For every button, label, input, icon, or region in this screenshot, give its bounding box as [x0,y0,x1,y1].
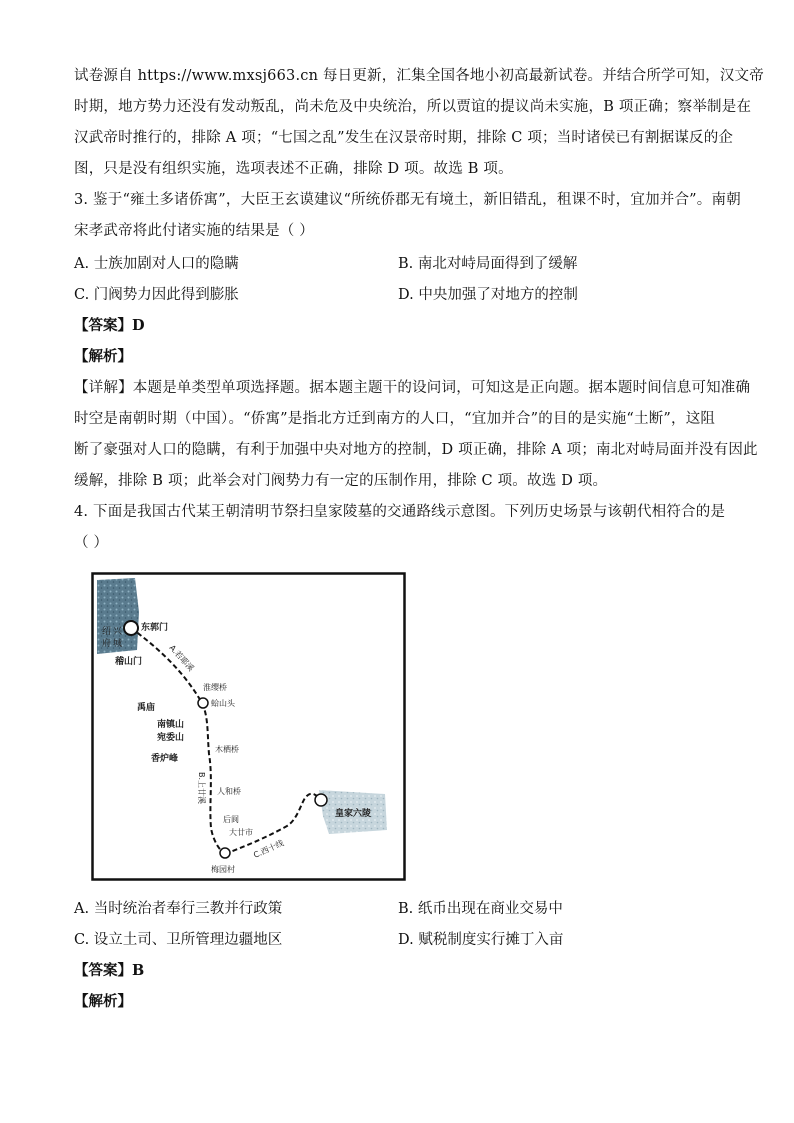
route-label-b: B.上廿溪 [197,772,206,805]
place-huaiyin: 淮缨桥 [203,683,227,692]
place-meiyuan: 梅园村 [211,865,235,874]
city-label-2: 兴 [113,627,123,637]
place-jishan-gate: 稽山门 [115,657,143,667]
route-label-a: A.若耶溪 [167,643,196,674]
place-east-gate: 东郭门 [141,623,169,633]
q4-option-c: C. 设立土司、卫所管理边疆地区 [74,932,283,948]
q3-stem-line-1: 3. 鉴于“雍土多诸侨寓”，大臣王玄谟建议“所统侨郡无有境土，新旧错乱，租课不时，宜加并合”。南朝 [74,192,741,208]
node-east-gate [124,621,138,635]
q3-option-c: C. 门阀势力因此得到膨胀 [74,287,239,303]
place-xianglu: 香炉峰 [151,754,179,764]
q3-detail-line-3: 断了豪强对人口的隐瞒，有利于加强中央对地方的控制，D 项正确，排除 A 项；南北对峙局面并没有因此 [74,442,758,458]
place-yushan: 蛤山头 [211,699,235,708]
city-label-4: 城 [113,639,123,649]
q4-stem-line-1: 4. 下面是我国古代某王朝清明节祭扫皇家陵墓的交通路线示意图。下列历史场景与该朝代相符合的是 [74,504,726,520]
place-renhe: 人和桥 [217,787,241,796]
intro-line-1: 试卷源自 https://www.mxsj663.cn 每日更新，汇集全国各地小初高最新试卷。并结合所学可知，汉文帝 [74,68,764,84]
node-meiyuan [220,848,230,858]
q3-option-b: B. 南北对峙局面得到了缓解 [398,256,578,272]
q4-answer: 【答案】B [74,962,145,979]
route-label-c: C.西十线 [252,838,286,860]
intro-line-2: 时期，地方势力还没有发动叛乱，尚未危及中央统治，所以贾谊的提议尚未实施，B 项正确；察举制是在 [74,99,752,115]
place-wanweishan: 宛委山 [157,733,185,743]
place-muqiao: 木栖桥 [215,745,239,754]
city-label-1: 绍 [102,627,112,637]
node-tomb [315,794,327,806]
city-label-3: 府 [102,639,112,649]
q3-detail-line-1: 【详解】本题是单类型单项选择题。据本题主题干的设问词，可知这是正向题。据本题时间信息可知准确 [74,380,751,396]
q3-detail-line-4: 缓解，排除 B 项；此举会对门阀势力有一定的压制作用，排除 C 项。故选 D 项。 [74,473,608,489]
intro-line-3: 汉武帝时推行的，排除 A 项；“七国之乱”发生在汉景帝时期，排除 C 项；当时诸侯已有割据谋反的企 [74,130,734,146]
q4-stem-line-2: （ ） [74,535,109,551]
q4-option-d: D. 赋税制度实行摊丁入亩 [398,932,564,948]
intro-line-4: 图，只是没有组织实施，选项表述不正确，排除 D 项。故选 B 项。 [74,161,513,177]
q3-stem-line-2: 宋孝武帝将此付诸实施的结果是（ ） [74,223,315,239]
q3-option-d: D. 中央加强了对地方的控制 [398,287,578,303]
tomb-label: 皇家六陵 [335,809,372,819]
node-yushan [198,698,208,708]
q4-analysis-label: 【解析】 [74,993,132,1010]
place-yu-temple: 禹庙 [137,703,156,713]
q3-option-a: A. 士族加剧对人口的隐瞒 [74,256,239,272]
q3-analysis-label: 【解析】 [74,348,132,365]
q4-option-a: A. 当时统治者奉行三教并行政策 [74,901,283,917]
place-dashi: 大廿市 [229,828,253,837]
q4-option-b: B. 纸币出现在商业交易中 [398,901,563,917]
q3-answer: 【答案】D [74,317,145,334]
q3-detail-line-2: 时空是南朝时期（中国）。“侨寓”是指北方迁到南方的人口，“宜加并合”的目的是实施“土断”，这阻 [74,411,716,427]
route-map [91,572,406,881]
place-nanzhen: 南镇山 [157,720,185,730]
place-houxi: 后阆 [223,815,239,824]
